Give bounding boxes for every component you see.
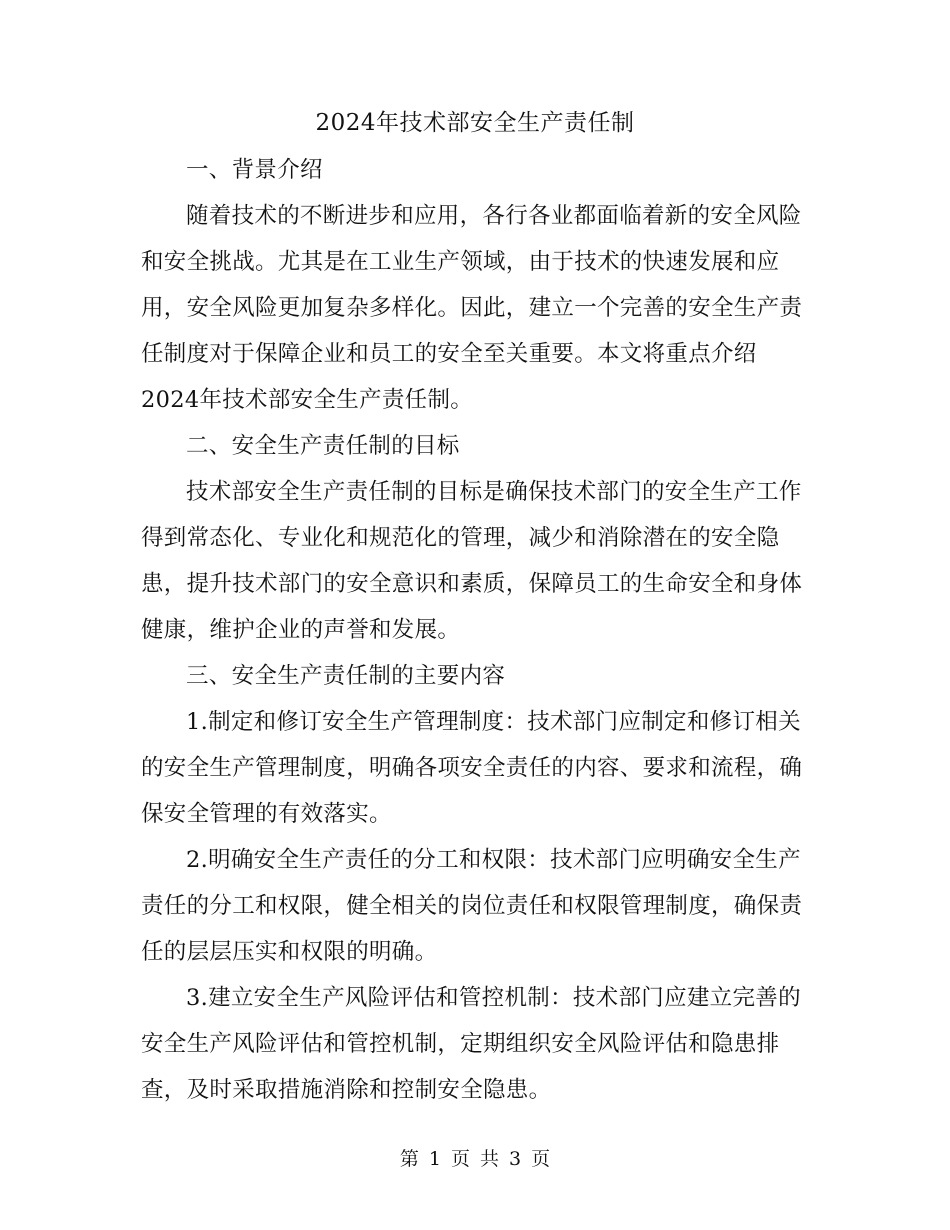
paragraph-background: 随着技术的不断进步和应用，各行各业都面临着新的安全风险和安全挑战。尤其是在工业生产领域，由于技术的快速发展和应用，安全风险更加复杂多样化。因此，建立一个完善的安全生产责任制度对于保障企业和员工的安全至关重要。本文将重点介绍2024年技术部安全生产责任制。 <box>141 203 803 413</box>
page-number-footer: 第 1 页 共 3 页 <box>399 1148 551 1170</box>
document-title: 2024年技术部安全生产责任制 <box>315 110 635 136</box>
paragraph-item-1: 1.制定和修订安全生产管理制度：技术部门应制定和修订相关的安全生产管理制度，明确各项安全责任的内容、要求和流程，确保安全管理的有效落实。 <box>141 709 803 827</box>
section-heading-content: 三、安全生产责任制的主要内容 <box>186 663 506 689</box>
section-heading-background: 一、背景介绍 <box>186 157 323 183</box>
section-heading-goal: 二、安全生产责任制的目标 <box>186 433 460 459</box>
document-body <box>141 147 803 1113</box>
paragraph-goal: 技术部安全生产责任制的目标是确保技术部门的安全生产工作得到常态化、专业化和规范化的管理，减少和消除潜在的安全隐患，提升技术部门的安全意识和素质，保障员工的生命安全和身体健康，维护企业的声誉和发展。 <box>141 479 803 643</box>
paragraph-item-3: 3.建立安全生产风险评估和管控机制：技术部门应建立完善的安全生产风险评估和管控机制，定期组织安全风险评估和隐患排查，及时采取措施消除和控制安全隐患。 <box>141 985 801 1103</box>
paragraph-item-2: 2.明确安全生产责任的分工和权限：技术部门应明确安全生产责任的分工和权限，健全相关的岗位责任和权限管理制度，确保责任的层层压实和权限的明确。 <box>141 847 803 965</box>
